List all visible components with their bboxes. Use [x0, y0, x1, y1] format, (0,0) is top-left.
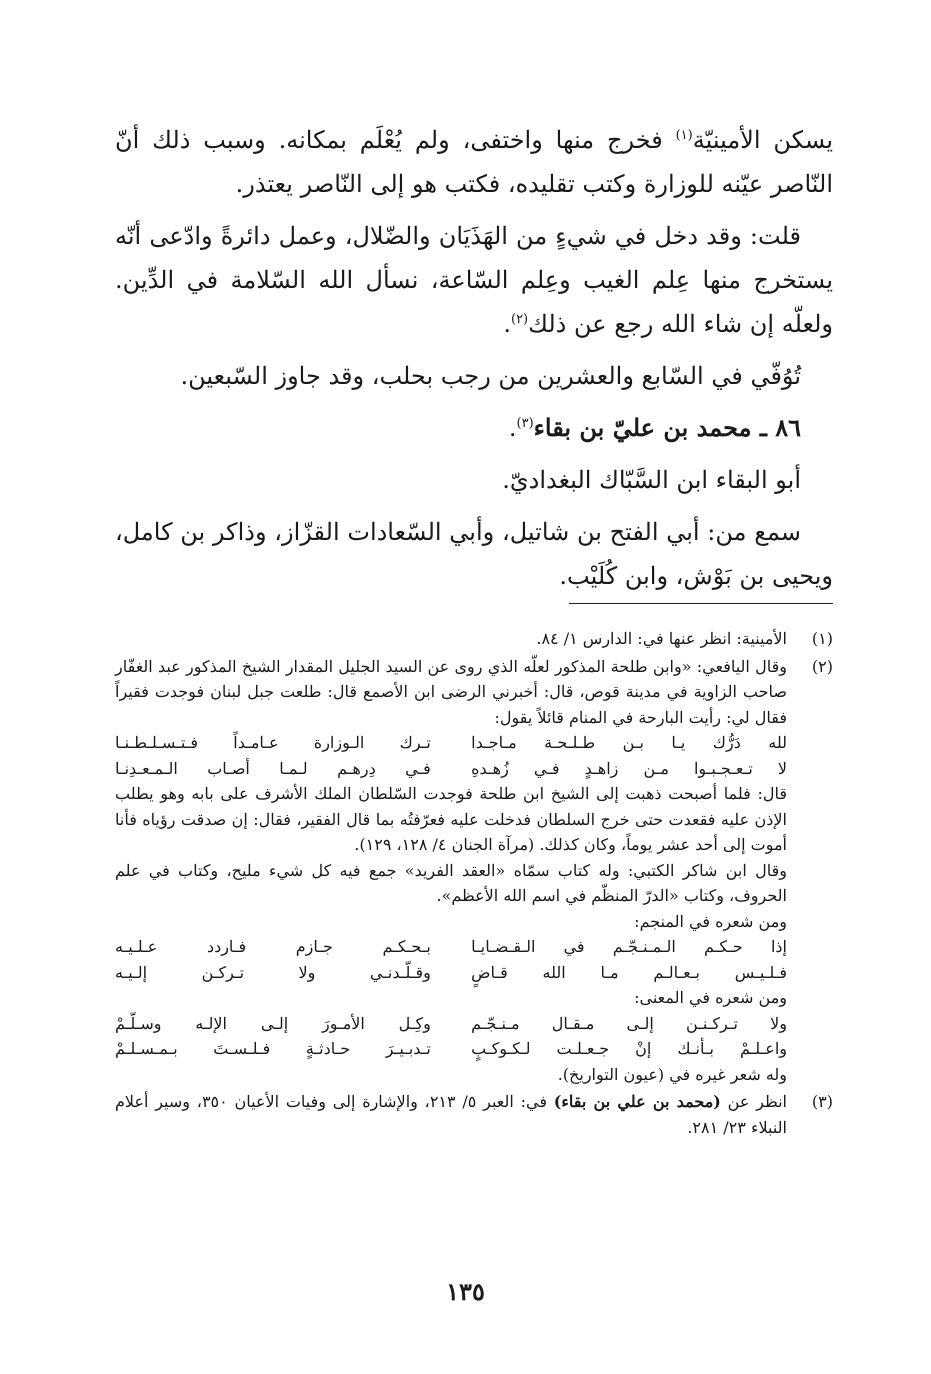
verse-hemistich-left: وكِـل الأمـورَ إلـى الإلـه وسـلّـمْ [115, 1013, 431, 1033]
death-note: تُوُفّي في السّابع والعشرين من رجب بحلب، وقد جاوز السّبعين. [180, 362, 801, 390]
page-body [115, 118, 834, 1137]
footnotes [115, 626, 833, 1140]
verse-line [115, 756, 787, 782]
verse-hemistich-right: لا تـعـجـبـوا مـن زاهـدٍ فـي زُهـدهِ [471, 758, 787, 778]
verse-hemistich-right: إذا حـكـم الـمـنـجّـم في الـقـضـايـا [471, 937, 787, 956]
main-text [115, 118, 833, 598]
footnote-3 [115, 1089, 833, 1140]
poem-intro: ومن شعره في المنجم: [634, 911, 787, 931]
verse-hemistich-left: فـي دِرهـم لـمـا أصـاب الـمـعـدِنـا [115, 758, 431, 778]
verse-line [115, 934, 787, 960]
footnote-ref-2[interactable]: (٢) [510, 312, 529, 327]
verse-line [115, 1036, 787, 1062]
page-number: ١٣٥ [446, 1277, 485, 1306]
paragraph-1-text-cont: فخرج منها واختفى، ولم يُعْلَم بمكانه. وسبب ذلك أنّ النّاصر عيّنه للوزارة وكتب تقليده، فكتب هو إلى النّاصر يعتذر. [115, 126, 833, 198]
footnote-1 [115, 626, 833, 652]
verse-hemistich-right: لله دَرُّك يـا بـن طـلـحـة مـاجـدا [471, 733, 787, 752]
footnote-number: (٣) [811, 1092, 833, 1111]
footnote-3-name: (محمد بن علي بن بقاء) [553, 1092, 721, 1111]
footnote-3-prefix: انظر عن [720, 1092, 787, 1111]
entry-heading-end: . [508, 414, 517, 442]
entry-heading [115, 406, 833, 450]
footnote-divider [569, 603, 833, 604]
footnote-ref-3[interactable]: (٣) [516, 416, 534, 431]
teachers-paragraph: سمع من: أبي الفتح بن شاتيل، وأبي السّعادات القزّاز، وذاكر بن كامل، ويحيى بن بَوْش، وابن كُلَيْب. [115, 518, 833, 590]
verse-line [115, 1011, 787, 1037]
paragraph-2 [115, 214, 833, 346]
verse-line [115, 730, 787, 756]
verse-hemistich-left: تـدبـيـرَ حـادثـةٍ فـلـسـتَ بـمـسـلـمْ [115, 1039, 431, 1058]
footnote-number: (١) [811, 629, 833, 648]
verse-hemistich-right: واعـلـمْ بـأنـك إنْ جـعـلـت لـكـوكـبٍ [471, 1039, 787, 1058]
verse-line [115, 960, 787, 986]
poem-intro: ومن شعره في المعنى: [634, 988, 787, 1007]
paragraph-2-text: قلت: وقد دخل في شيءٍ من الهَذَيَان والضّلال، وعمل دائرةً وادّعى أنّه يستخرج منها عِلم الغيب وعِلم السّاعة، نسأل الله السّلامة في الدِّين. ولعلّه إن شاء الله رجع عن ذلك [115, 222, 833, 338]
verse-hemistich-left: بـحـكـم جـازم فـاردد عـلـيـه [115, 937, 431, 956]
verse-hemistich-left: تـرك الـوزارة عـامـداً فـتـسـلـطـنـا [115, 733, 431, 752]
verse-hemistich-right: ولا تـركـنـن إلـى مـقـال مـنـجّـم [471, 1013, 787, 1033]
paragraph-1 [115, 118, 833, 206]
entry-title: ٨٦ ـ محمد بن عليّ بن بقاء [533, 413, 801, 442]
verse-hemistich-right: فـلـيـس بـعـالـم مـا الله قـاضٍ [471, 962, 787, 982]
footnote-2 [115, 654, 833, 1088]
footnote-ref-1[interactable]: (١) [675, 128, 693, 143]
footnote-text [115, 654, 787, 1088]
footnote-paragraph: قال: فلما أصبحت ذهبت إلى الشيخ ابن طلحة فوجدت السّلطان الملك الأشرف على بابه وهو يطلب الإذن عليه فقعدت حتى خرج السلطان فدخلت عليه فعرّفتُه بما قال الفقير، فقال: إن صدقت رؤياه فأنا أموت إلى أحد عشر يوماً، وكان كذلك. (مرآة الجنان ٤/ ١٢٨، ١٢٩). [115, 784, 787, 854]
footnote-text: الأمينية: انظر عنها في: الدارس ١/ ٨٤. [536, 629, 787, 648]
footnote-3-suffix: في: العبر ٥/ ٢١٣، والإشارة إلى وفيات الأعيان ٣٥٠، وسير أعلام النبلاء ٢٣/ ٢٨١. [115, 1092, 787, 1137]
footnote-closing: وله شعر غيره في (عيون التواريخ). [557, 1064, 787, 1084]
footnote-number: (٢) [811, 656, 833, 676]
kunya-line: أبو البقاء ابن السَّبّاك البغداديّ. [502, 466, 801, 494]
footnote-paragraph: وقال اليافعي: «وابن طلحة المذكور لعلّه الذي روى عن السيد الجليل المقدار الشيخ المذكور عبد الغفّار صاحب الزاوية في مدينة قوص، قال: أخبرني الرضى ابن الأصمع قال: طلعت جبل لبنان فوجدت فقيراً فقال لي: رأيت البارحة في المنام قائلاً يقول: [115, 656, 787, 727]
paragraph-2-text-cont: . [503, 310, 511, 338]
footnote-paragraph: وقال ابن شاكر الكتبي: وله كتاب سمّاه «العقد الفريد» جمع فيه كل شيء مليح، وكتاب في علم الحروف، وكتاب «الدرّ المنظّم في اسم الله الأعظم». [115, 860, 787, 905]
verse-hemistich-left: وقـلّـدنـي ولا تـركـن إلـيـه [115, 962, 431, 982]
paragraph-1-text: يسكن الأمينيّة [692, 126, 834, 154]
footnote-text [115, 1089, 787, 1140]
